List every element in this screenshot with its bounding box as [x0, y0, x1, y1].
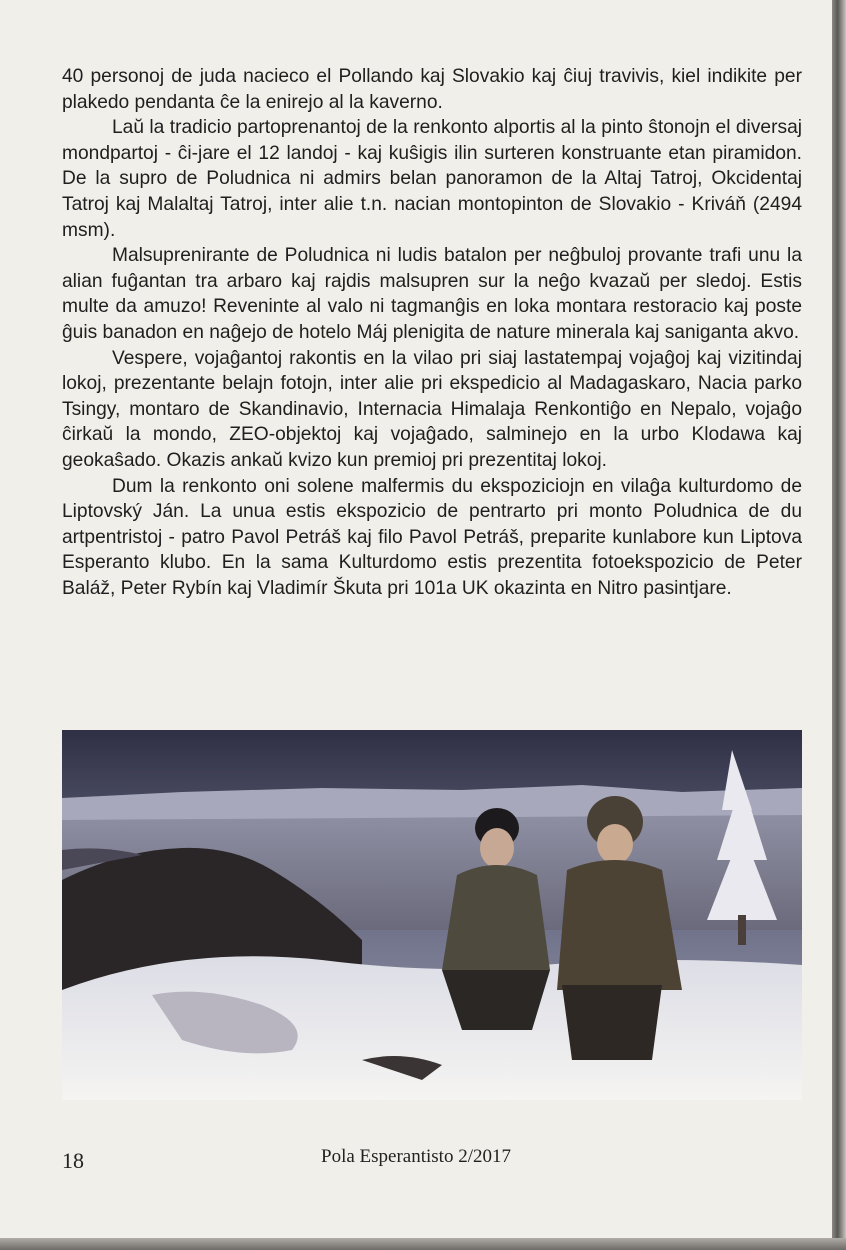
- page-number: 18: [62, 1148, 84, 1173]
- article-paragraph: Vespere, vojaĝantoj rakontis en la vilao pri siaj lastatempaj vojaĝoj kaj vizitindaj lokoj, prezentante belajn fotojn, inter alie pri ekspedicio al Madagaskaro, Nacia parko Tsingy, montaro de Skandinavio, Internacia Himalaja Renkontiĝo en Nepalo, vojaĝo ĉirkaŭ la mondo, ZEO-objektoj kaj vojaĝado, salminejo en la urbo Klodawa kaj geokaŝado. Okazis ankaŭ kvizo kun premioj pri prezentitaj lokoj.: [62, 347, 802, 471]
- article-paragraph: Laŭ la tradicio partoprenantoj de la renkonto alportis al la pinto ŝtonojn el diversaj mondpartoj - ĉi-jare el 12 landoj - kaj kuŝigis ilin surteren konstruante etan piramidon. De la supro de Poludnica ni admirs belan panoramon de la Altaj Tatroj, Okcidentaj Tatroj kaj Malaltaj Tatroj, inter alie t.n. nacian montopinton de Slovakio - Kriváň (2494 msm).: [62, 117, 802, 241]
- publication-title: Pola Esperantisto 2/2017: [321, 1146, 511, 1167]
- article-paragraph: Dum la renkonto oni solene malfermis du ekspoziciojn en vilaĝa kulturdomo de Liptovský Ján. La unua estis ekspozicio de pentrarto pri monto Poludnica de du artpentristoj - patro Pavol Petráš kaj filo Pavol Petráš, preparite kunlabore kun Liptova Esperanto klubo. En la sama Kulturdomo estis prezentita fotoekspozicio de Peter Baláž, Peter Rybín kaj Vladimír Škuta pri 101a UK okazinta en Nitro pasintjare.: [62, 475, 802, 599]
- article-text: [62, 64, 802, 601]
- mountain-summit-photo-icon: [62, 730, 802, 1100]
- summit-photo: [62, 730, 802, 1100]
- page-edge-shadow: [832, 0, 846, 1250]
- article-paragraph: Malsuprenirante de Poludnica ni ludis batalon per neĝbuloj provante trafi unu la alian fuĝantan tra arbaro kaj rajdis malsupren sur la neĝo kvazaŭ per sledoj. Estis multe da amuzo! Reveninte al valo ni tagmanĝis en loka montara restoracio kaj poste ĝuis banadon en naĝejo de hotelo Máj plenigita de nature minerala kaj saniganta akvo.: [62, 245, 802, 343]
- page-bottom-shadow: [0, 1238, 846, 1250]
- article-paragraph: 40 personoj de juda nacieco el Pollando kaj Slovakio kaj ĉiuj travivis, kiel indikite per plakedo pendanta ĉe la enirejo al la kaverno.: [62, 66, 802, 113]
